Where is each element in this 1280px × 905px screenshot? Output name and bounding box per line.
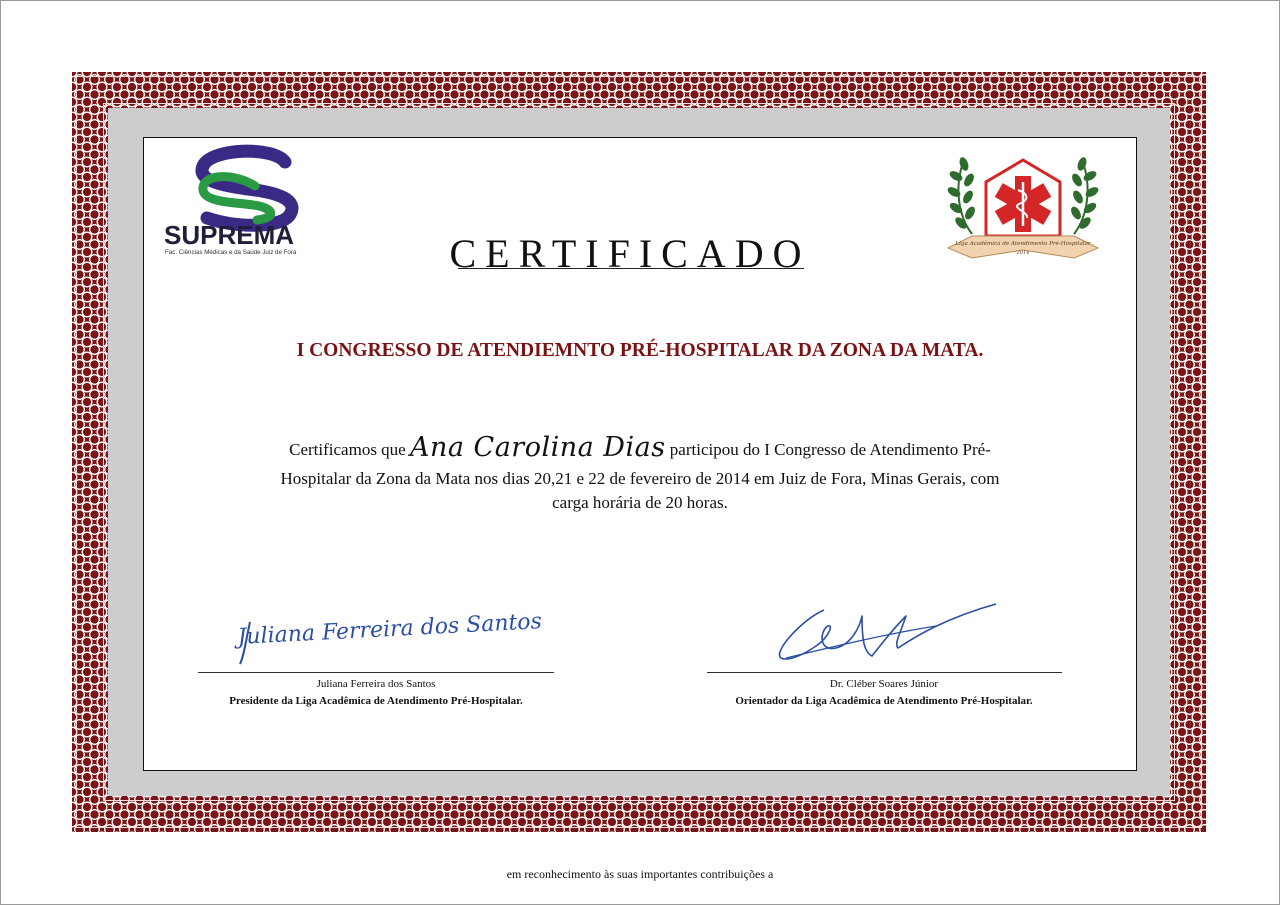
footer-note: em reconhecimento às suas importantes contribuições a — [506, 867, 774, 881]
signature-2-name: Dr. Cléber Soares Júnior — [829, 678, 939, 690]
title-underline — [458, 268, 804, 269]
signature-2-scribble — [776, 596, 1006, 668]
right-laurel-icon — [1069, 156, 1100, 234]
certificate-title: CERTIFICADO — [449, 231, 811, 276]
signature-1-name: Juliana Ferreira dos Santos — [316, 678, 436, 690]
signature-1-line — [198, 672, 554, 673]
suprema-logo-name: SUPREMA — [164, 220, 295, 250]
signature-1-script: Juliana Ferreira dos Santos — [237, 609, 543, 650]
liga-emblem — [942, 150, 1104, 280]
body-line-3: carga horária de 20 horas. — [552, 493, 728, 512]
liga-banner-text: Liga Acadêmica de Atendimento Pré-Hospitalar — [955, 241, 1091, 247]
signature-2-role: Orientador da Liga Acadêmica de Atendimento Pré-Hospitalar. — [735, 695, 1033, 707]
suprema-logo-subtitle: Fac. Ciências Médicas e da Saúde Juiz de Fora — [165, 249, 297, 256]
signature-2-line — [707, 672, 1062, 673]
signature-1-role: Presidente da Liga Acadêmica de Atendimento Pré-Hospitalar. — [229, 695, 523, 707]
recipient-name: Ana Carolina Dias — [409, 432, 666, 463]
suprema-logo — [163, 148, 333, 260]
body-line1-rest: participou do I Congresso de Atendimento Pré- — [669, 440, 991, 459]
certificate-body — [220, 432, 1060, 513]
body-line-2: Hospitalar da Zona da Mata nos dias 20,21 e 22 de fevereiro de 2014 em Juiz de Fora, Minas Gerais, com — [280, 469, 1000, 488]
body-line-1 — [220, 432, 1060, 464]
left-laurel-icon — [946, 156, 977, 234]
signature-1-handwriting — [236, 609, 543, 672]
body-prefix: Certificamos que — [289, 440, 406, 459]
liga-year: 2014 — [1016, 250, 1030, 256]
event-title: I CONGRESSO DE ATENDIEMNTO PRÉ-HOSPITALAR DA ZONA DA MATA. — [296, 340, 984, 361]
